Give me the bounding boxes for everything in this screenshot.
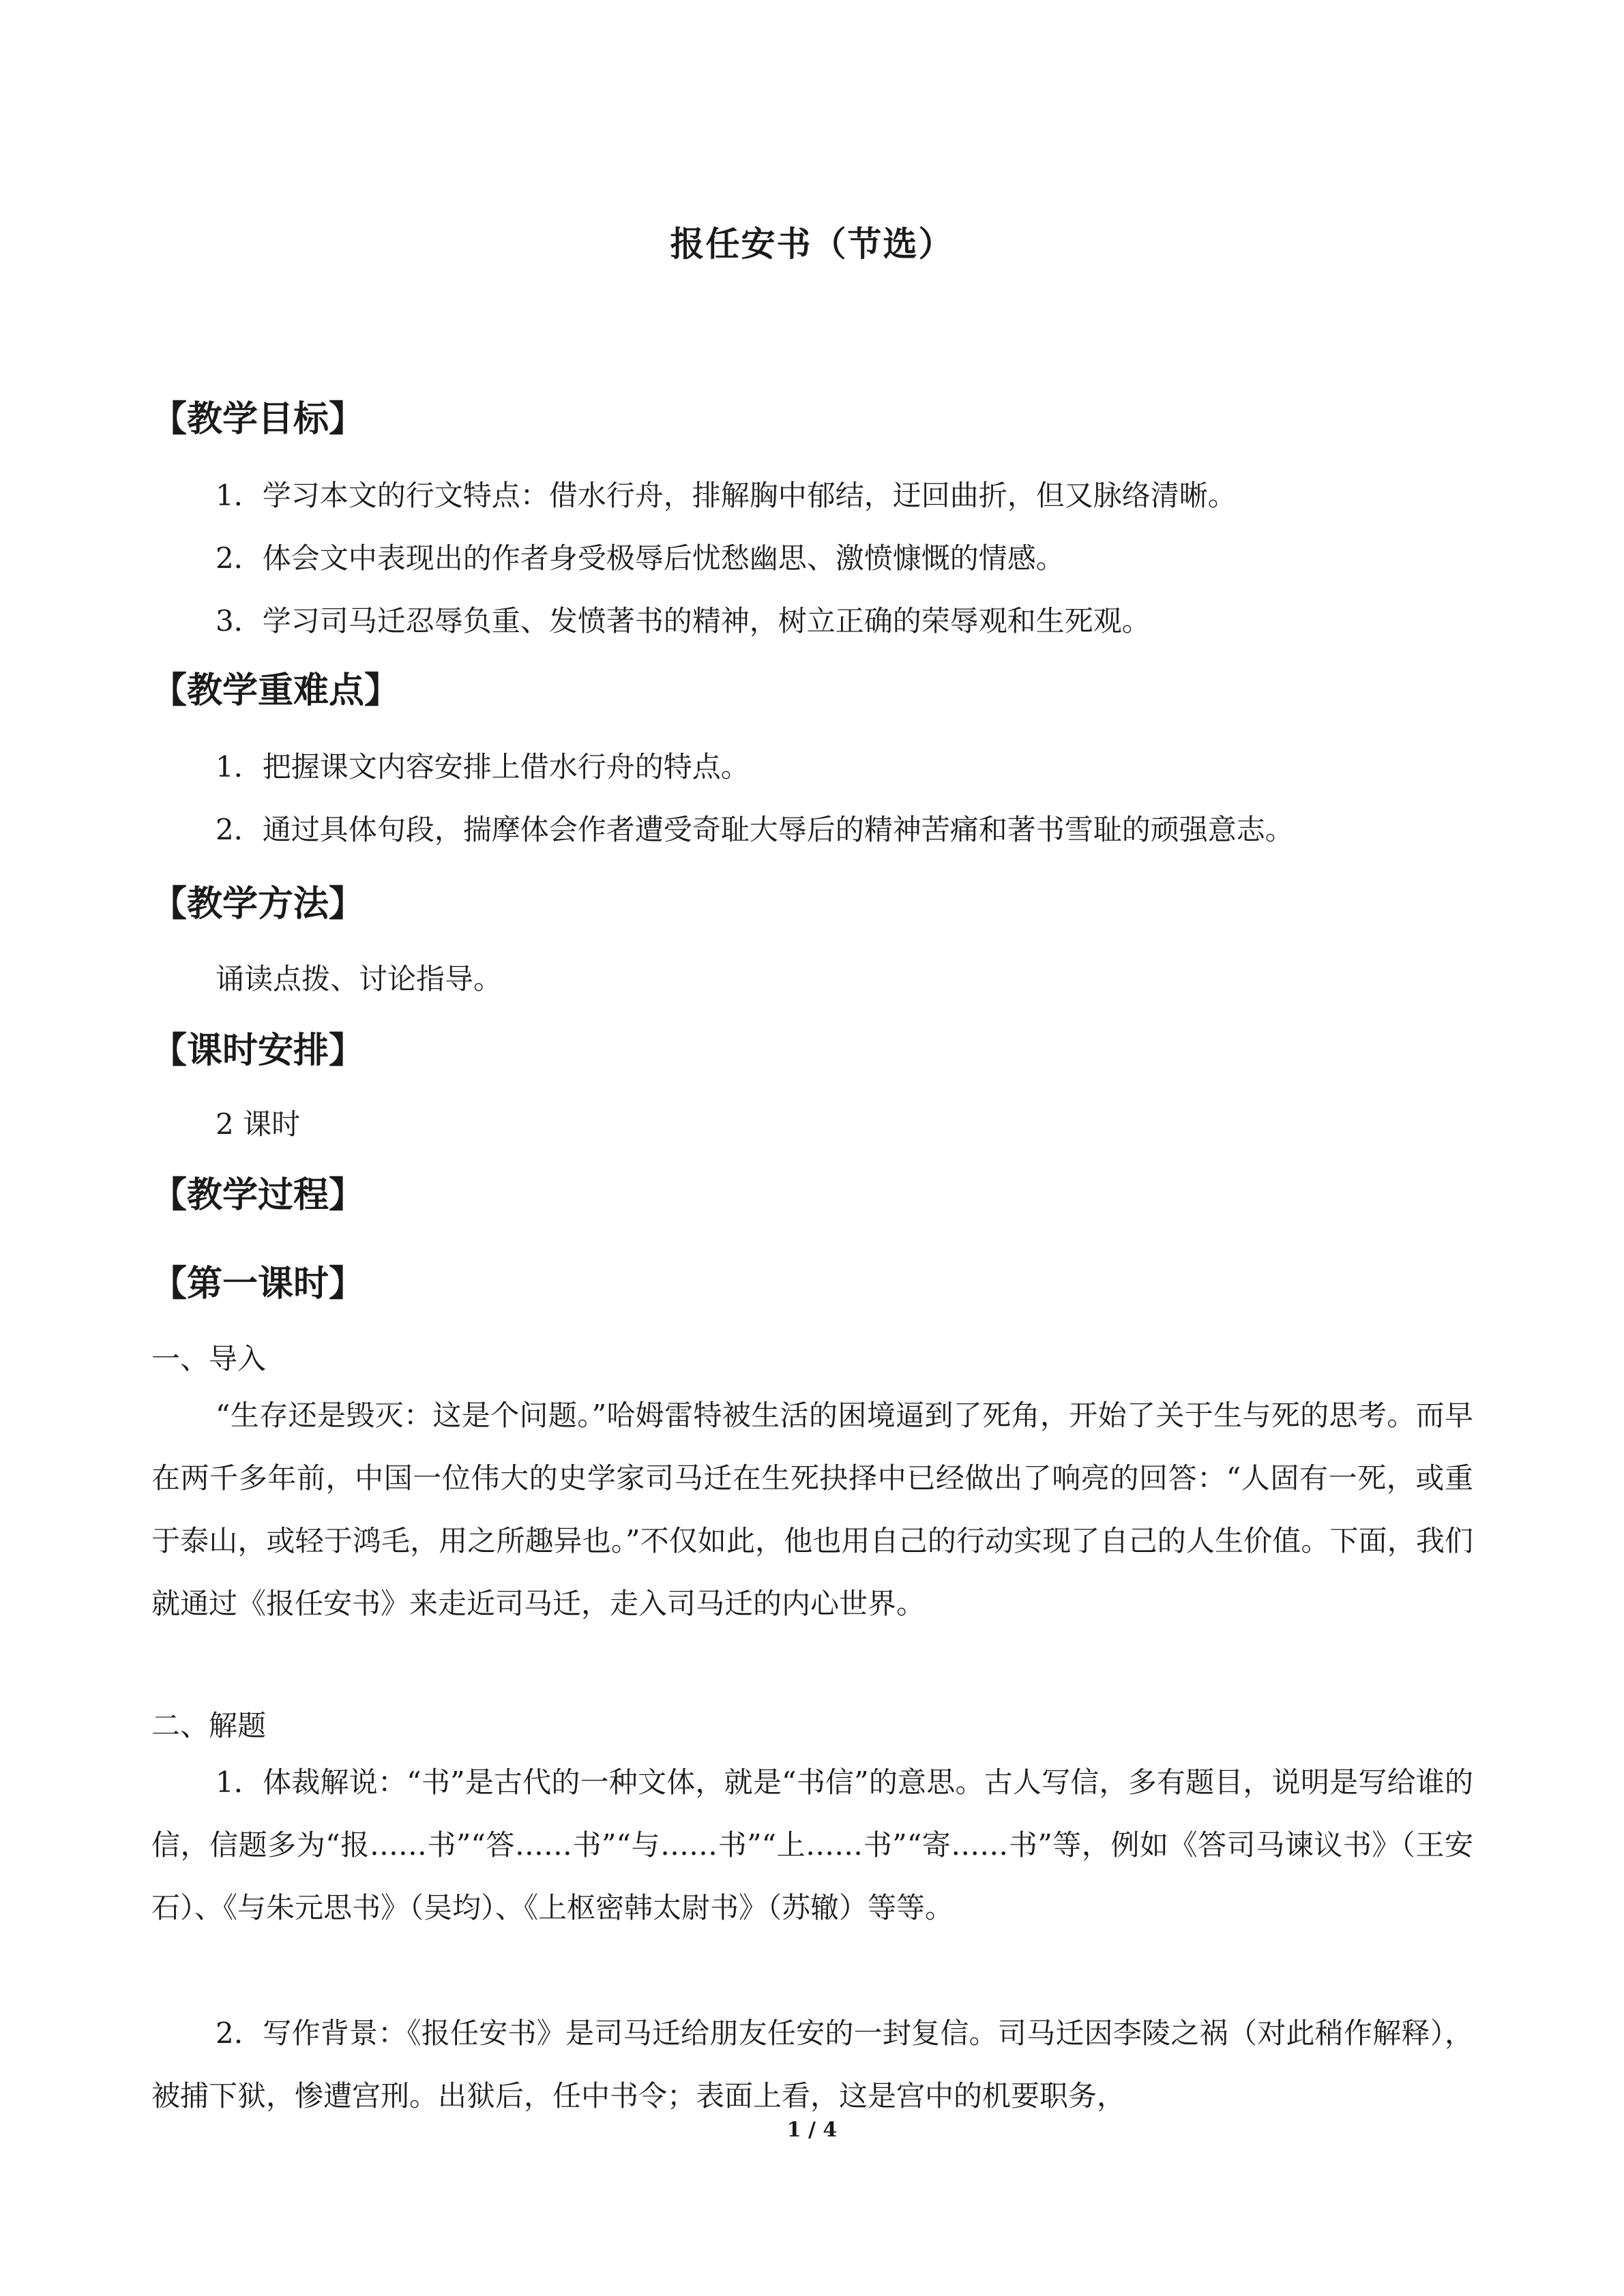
goal-item-3: 3．学习司马迁忍辱负重、发愤著书的精神，树立正确的荣辱观和生死观。 (216, 604, 1151, 638)
heading-lesson-one: 【第一课时】 (151, 1263, 365, 1304)
heading-schedule: 【课时安排】 (151, 1030, 365, 1071)
heading-teaching-methods: 【教学方法】 (151, 883, 365, 925)
explain-label: 二、解题 (151, 1709, 267, 1742)
explain-paragraph-2: 2．写作背景：《报任安书》是司马迁给朋友任安的一封复信。司马迁因李陵之祸（对此稍作解释），被捕下狱，惨遭宫刑。出狱后，任中书令；表面上看，这是宫中的机要职务， (151, 2016, 1473, 2113)
goal-item-1: 1．学习本文的行文特点：借水行舟，排解胸中郁结，迂回曲折，但又脉络清晰。 (216, 479, 1237, 512)
intro-paragraph: “生存还是毁灭：这是个问题。”哈姆雷特被生活的困境逼到了死角，开始了关于生与死的思考。而早在两千多年前，中国一位伟大的史学家司马迁在生死抉择中已经做出了响亮的回答：“人固有一死，或重于泰山，或轻于鸿毛，用之所趣异也。”不仅如此，他也用自己的行动实现了自己的人生价值。下面，我们就通过《报任安书》来走近司马迁，走入司马迁的内心世界。 (151, 1399, 1473, 1620)
explain-paragraph-1: 1．体裁解说：“书”是古代的一种文体，就是“书信”的意思。古人写信，多有题目，说明是写给谁的信，信题多为“报……书”“答……书”“与……书”“上……书”“寄……书”等，例如《答司马谏议书》（王安石）、《与朱元思书》（吴均）、《上枢密韩太尉书》（苏辙）等等。 (151, 1765, 1473, 1924)
methods-text: 诵读点拨、讨论指导。 (216, 962, 503, 996)
intro-label: 一、导入 (151, 1342, 267, 1375)
key-point-item-1: 1．把握课文内容安排上借水行舟的特点。 (216, 750, 750, 784)
goal-item-2: 2．体会文中表现出的作者身受极辱后忧愁幽思、激愤慷慨的情感。 (216, 541, 1065, 575)
page-number: 1 / 4 (786, 2118, 838, 2142)
heading-teaching-goals: 【教学目标】 (151, 398, 365, 440)
heading-key-points: 【教学重难点】 (151, 670, 400, 711)
schedule-text: 2 课时 (216, 1107, 301, 1141)
heading-teaching-process: 【教学过程】 (151, 1174, 365, 1216)
key-point-item-2: 2．通过具体句段，揣摩体会作者遭受奇耻大辱后的精神苦痛和著书雪耻的顽强意志。 (216, 813, 1294, 846)
document-title: 报任安书（节选） (670, 224, 954, 264)
